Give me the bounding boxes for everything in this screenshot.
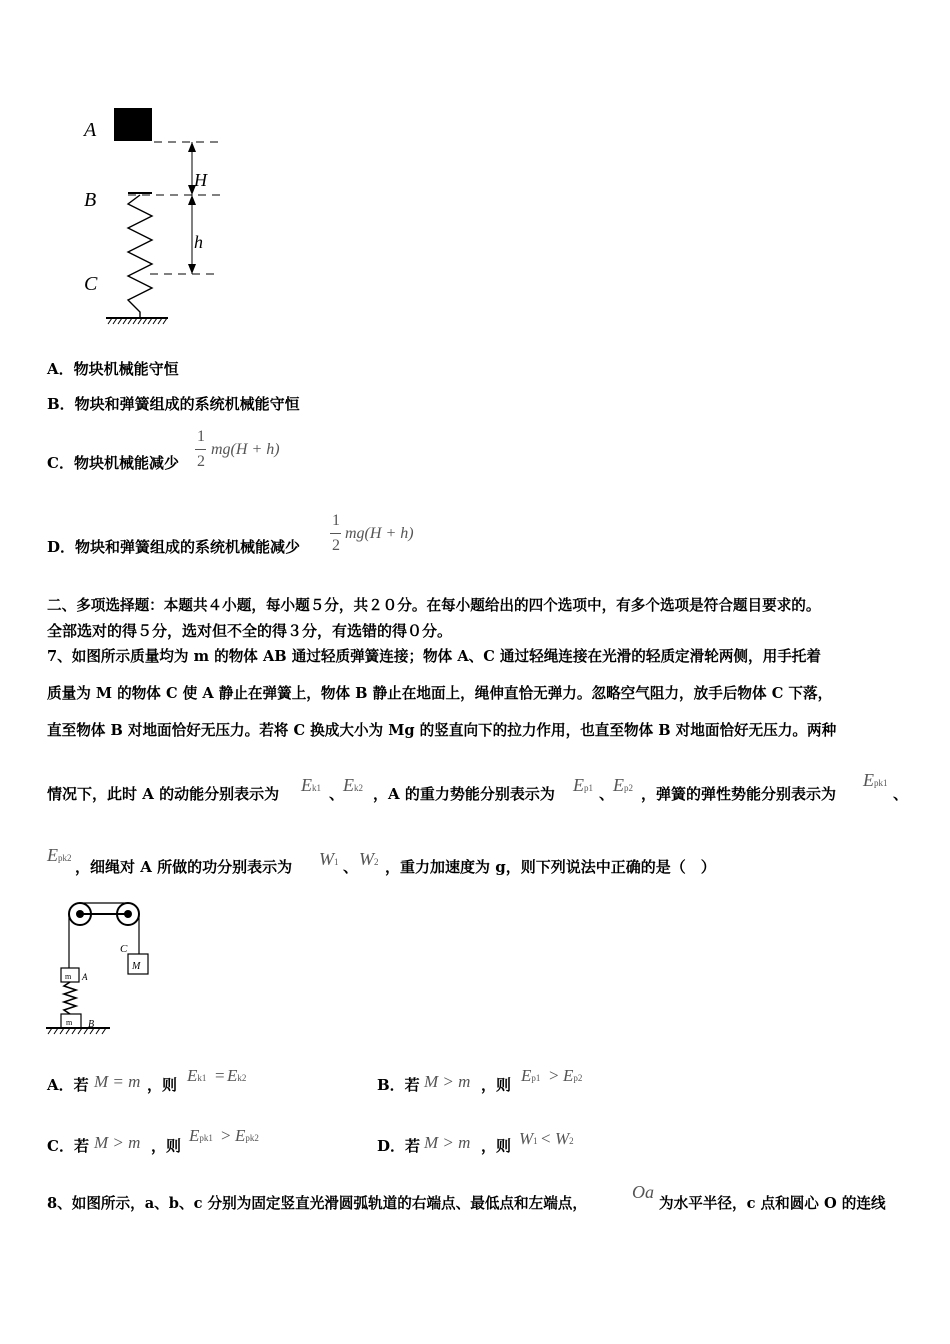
q7-opt-b-lhs: Ep1 — [521, 1066, 541, 1085]
q7-opt-a-cond: M = m — [94, 1072, 141, 1091]
block-a — [114, 108, 152, 141]
ep2: Ep2 — [613, 775, 633, 795]
q8-line1 — [47, 1180, 927, 1220]
q7-opt-c-lhs: Epk1 — [189, 1126, 213, 1145]
sep-2: 、 — [599, 785, 615, 803]
label-a: A — [84, 119, 97, 141]
q7-opt-a-then: ，则 — [147, 1076, 178, 1094]
section2-line2: 全部选对的得５分，选对但不全的得３分，有选错的得０分。 — [47, 622, 453, 640]
q8-line1-b: 为水平半径，c 点和圆心 O 的连线 — [659, 1195, 886, 1212]
q6-c-frac-den: 2 — [197, 453, 205, 470]
q7-opt-d-cond: M > m — [424, 1133, 471, 1152]
q7-line4-c: ，弹簧的弹性势能分别表示为 — [641, 785, 837, 803]
spring — [128, 195, 152, 318]
q7-opt-b-pre: B．若 — [377, 1076, 420, 1094]
ek2: Ek2 — [343, 775, 363, 795]
q6-c-frac-line — [195, 449, 206, 450]
q7-option-a — [47, 1064, 347, 1100]
q6-option-c — [47, 428, 347, 478]
q7-line4-a: 情况下，此时 A 的动能分别表示为 — [47, 785, 280, 803]
label-big-h: H — [194, 170, 207, 190]
q6-d-frac-expr: mg(H + h) — [345, 525, 414, 542]
ep1: Ep1 — [573, 775, 593, 795]
arrow-h-up — [188, 142, 196, 152]
q6-option-d — [47, 512, 467, 562]
q6-option-c-text: C．物块机械能减少 — [47, 454, 179, 472]
q7-opt-c-cond: M > m — [94, 1133, 141, 1152]
q7-option-d — [377, 1125, 677, 1161]
q8-line1-a: 8、如图所示，a、b、c 分别为固定竖直光滑圆弧轨道的右端点、最低点和左端点， — [47, 1195, 587, 1212]
q6-option-b: B．物块和弹簧组成的系统机械能守恒 — [47, 395, 300, 413]
q7-line4 — [47, 770, 927, 810]
q7-opt-a-op: = — [215, 1066, 225, 1085]
fig-label-a: A — [82, 972, 88, 982]
fig-label-c: C — [120, 943, 128, 955]
q6-c-frac-expr: mg(H + h) — [211, 441, 280, 458]
spring2 — [64, 982, 76, 1014]
q7-line5 — [47, 843, 927, 883]
pulley-left-hub — [76, 910, 84, 918]
sep-3: 、 — [893, 785, 909, 803]
q7-opt-d-lhs: W1 — [519, 1129, 538, 1148]
q6-option-d-text: D．物块和弹簧组成的系统机械能减少 — [47, 538, 301, 556]
q7-opt-b-then: ，则 — [481, 1076, 512, 1094]
q6-c-frac-num: 1 — [197, 428, 205, 445]
q7-opt-a-rhs: Ek2 — [227, 1066, 247, 1085]
q7-line3: 直至物体 B 对地面恰好无压力。若将 C 换成大小为 Mg 的竖直向下的拉力作用，也直至物体 B 对地面恰好无压力。两种 — [47, 722, 837, 739]
q7-opt-d-rhs: W2 — [555, 1129, 574, 1148]
q7-opt-c-then: ，则 — [151, 1137, 182, 1155]
arrow-small-h-up — [188, 195, 196, 205]
q7-opt-b-cond: M > m — [424, 1072, 471, 1091]
q7-line1: 7、如图所示质量均为 m 的物体 AB 通过轻质弹簧连接；物体 A、C 通过轻绳连接在光滑的轻质定滑轮两侧，用手托着 — [47, 648, 821, 665]
arrow-small-h-down — [188, 264, 196, 274]
q7-opt-c-op: > — [221, 1126, 231, 1145]
label-b: B — [84, 189, 97, 211]
fig-label-m2: m — [66, 1018, 73, 1027]
section2-line1: 二、多项选择题：本题共４小题，每小题５分，共２０分。在每小题给出的四个选项中，有多个选项是符合题目要求的。 — [47, 597, 821, 614]
fig-label-b: B — [88, 1019, 95, 1030]
label-small-h: h — [194, 232, 203, 252]
q7-option-c — [47, 1125, 347, 1161]
epk1: Epk1 — [863, 770, 888, 790]
q7-line5-a: ，细绳对 A 所做的功分别表示为 — [75, 858, 293, 876]
epk2: Epk2 — [47, 845, 72, 865]
q8-oa: Oa — [632, 1182, 654, 1202]
q6-d-frac-line — [330, 533, 341, 534]
ek1: Ek1 — [301, 775, 321, 795]
pulley-figure — [40, 896, 170, 1041]
q7-opt-d-op: < — [541, 1129, 551, 1148]
q7-opt-d-then: ，则 — [481, 1137, 512, 1155]
q7-line5-b: ，重力加速度为 g，则下列说法中正确的是（ ） — [385, 858, 716, 876]
q7-opt-c-rhs: Epk2 — [235, 1126, 259, 1145]
label-c: C — [84, 273, 98, 295]
fig-label-m1: m — [65, 972, 72, 981]
q7-option-b — [377, 1064, 677, 1100]
pulley-right-hub — [124, 910, 132, 918]
w2: W2 — [359, 849, 379, 869]
q7-line4-b: ，A 的重力势能分别表示为 — [373, 785, 555, 803]
q7-line2: 质量为 M 的物体 C 使 A 静止在弹簧上，物体 B 静止在地面上，绳伸直恰无弹力。忽略空气阻力，放手后物体 C 下落， — [47, 685, 833, 702]
q6-option-a: A．物块机械能守恒 — [47, 360, 179, 378]
sep-4: 、 — [343, 858, 359, 876]
q7-opt-b-op: > — [549, 1066, 559, 1085]
q6-d-frac-num: 1 — [332, 512, 340, 529]
q7-opt-a-pre: A．若 — [47, 1076, 89, 1094]
q7-opt-c-pre: C．若 — [47, 1137, 89, 1155]
spring-block-figure — [70, 100, 240, 350]
fig-label-m-big: M — [132, 961, 141, 972]
w1: W1 — [319, 849, 339, 869]
sep-1: 、 — [329, 785, 345, 803]
q7-opt-a-lhs: Ek1 — [187, 1066, 207, 1085]
q7-opt-b-rhs: Ep2 — [563, 1066, 583, 1085]
q7-opt-d-pre: D．若 — [377, 1137, 421, 1155]
q6-d-frac-den: 2 — [332, 537, 340, 554]
